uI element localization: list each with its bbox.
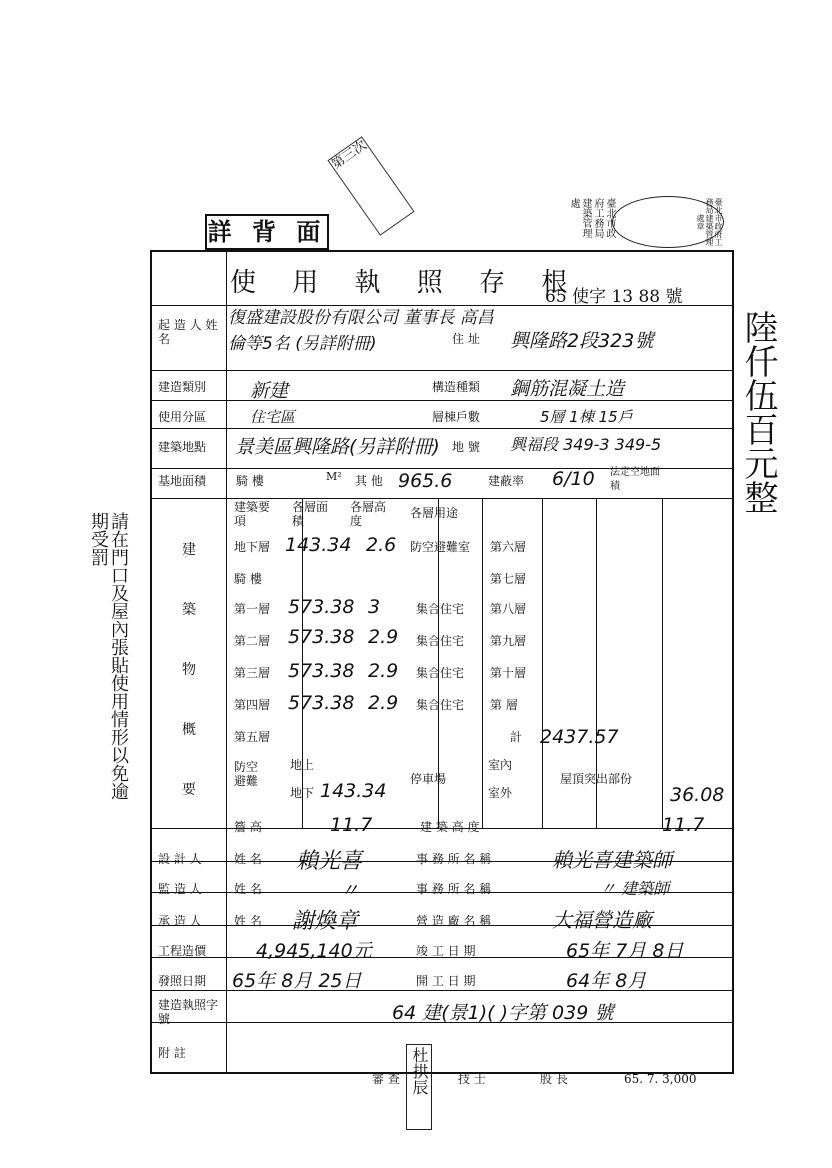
floor-area: 573.38 [288, 692, 355, 714]
zone-label: 使用分區 [158, 410, 207, 424]
floor-height: 2.9 [368, 692, 399, 714]
floor-label: 第五層 [234, 730, 271, 744]
floor-label: 第三層 [234, 666, 271, 680]
floor-use: 集合住宅 [416, 634, 465, 648]
address-value: 興隆路2段323號 [510, 330, 654, 352]
other-value: 965.6 [398, 470, 453, 492]
floor-label-right: 第九層 [490, 634, 527, 648]
arcade-label: 騎 樓 [236, 474, 264, 488]
floor-height: 3 [368, 596, 381, 618]
building-height-label: 建 築 高 度 [420, 820, 480, 834]
footer-code: 65. 7. 3,000 [624, 1072, 697, 1086]
name-label: 姓 名 [234, 852, 262, 866]
header-item: 建築要項 [234, 500, 271, 528]
lot-label: 地 號 [452, 440, 480, 454]
floor-area: 143.34 [285, 534, 352, 556]
floor-use: 防空避難室 [410, 540, 471, 554]
cost-label: 工程造價 [158, 944, 207, 958]
floor-height: 2.9 [368, 660, 399, 682]
building-height-value: 11.7 [662, 814, 705, 836]
office-label: 事 務 所 名 稱 [416, 852, 492, 866]
floor-label-right: 第六層 [490, 540, 527, 554]
floor-use: 集合住宅 [416, 602, 465, 616]
floor-area: 573.38 [288, 660, 355, 682]
parking-label: 停車場 [410, 772, 447, 786]
permit-number: 65 使字 13 88 號 [545, 287, 683, 307]
parking-in: 室內 [488, 758, 513, 772]
open-space-label: 法定空地面積 [610, 467, 660, 492]
floor-label-right: 第 層 [490, 698, 518, 712]
floor-label: 第二層 [234, 634, 271, 648]
zone-value: 住宅區 [250, 408, 296, 426]
notes-label: 附 註 [158, 1046, 186, 1060]
sign-label: 技 士 [458, 1072, 486, 1086]
floor-label: 地下層 [234, 540, 271, 554]
permit-ref-label: 建造執照字號 [158, 998, 219, 1026]
unit-m2: M² [326, 470, 342, 483]
name-label: 姓 名 [234, 914, 262, 928]
supervisor-name: 〃 [340, 880, 360, 902]
header-height: 各層高度 [350, 500, 387, 528]
issue-date-label: 發照日期 [158, 974, 207, 988]
total-value: 2437.57 [540, 726, 619, 748]
office-label: 事 務 所 名 稱 [416, 882, 492, 896]
roof-label: 屋頂突出部份 [560, 772, 633, 786]
inspector-signature: 杜拱辰 [406, 1044, 432, 1130]
left-margin-note: 請在門口及屋內張貼使用情形以免逾期受罰 [88, 512, 129, 800]
government-stamp: 臺北市政府工務局建築管理處 [568, 198, 615, 238]
designer-label: 設 計 人 [158, 852, 202, 866]
below-value: 143.34 [320, 780, 387, 802]
firm-label: 營 造 廠 名 稱 [416, 914, 492, 928]
above-label: 地上 [290, 758, 315, 772]
sign-label: 審 查 [372, 1072, 400, 1086]
category-label: 建造類別 [158, 380, 207, 394]
other-label: 其 他 [355, 474, 383, 488]
site-label: 建築地點 [158, 440, 207, 454]
contractor-firm: 大福營造廠 [552, 908, 652, 932]
designer-name: 賴光喜 [296, 849, 363, 874]
parking-out: 室外 [488, 786, 513, 800]
area-label: 基地面積 [158, 474, 207, 488]
right-margin-note: 陸仟伍百元整 [738, 310, 778, 514]
diagonal-stamp: 第三次 [327, 136, 414, 235]
oval-seal-stamp: 臺北市政府工務局建築管理處章 [612, 196, 724, 248]
completion-value: 65年 7月 8日 [566, 940, 684, 962]
floor-label-right: 第八層 [490, 602, 527, 616]
floors-label: 層棟戶數 [432, 410, 481, 424]
site-value: 景美區興隆路(另詳附冊) [235, 436, 440, 458]
floor-label-right: 第七層 [490, 572, 527, 586]
form-title: 使 用 執 照 存 根 [230, 268, 582, 298]
floor-label: 第四層 [234, 698, 271, 712]
floor-area: 573.38 [288, 626, 355, 648]
contractor-label: 承 造 人 [158, 914, 202, 928]
designer-office: 賴光喜建築師 [552, 848, 672, 872]
name-label: 姓 名 [234, 882, 262, 896]
structure-label: 構造種類 [432, 380, 481, 394]
builder-value: 復盛建設股份有限公司 董事長 高昌倫等5名 (另詳附冊) [228, 308, 494, 354]
address-label: 住 址 [452, 332, 480, 346]
cost-value: 4,945,140元 [256, 940, 372, 962]
lot-value: 興福段 349-3 349-5 [510, 435, 662, 454]
start-date-label: 開 工 日 期 [416, 974, 476, 988]
overview-side-label: 建 築 物 概 要 [182, 542, 196, 798]
floors-value: 5層 1棟 15戶 [540, 408, 633, 426]
issue-date-value: 65年 8月 25日 [232, 970, 362, 992]
eave-label: 簷 高 [234, 820, 262, 834]
floor-use: 集合住宅 [416, 666, 465, 680]
header-area: 各層面積 [292, 500, 329, 528]
floor-height: 2.6 [366, 534, 397, 556]
total-label: 計 [510, 730, 523, 744]
detailed-back-stamp: 詳 背 面 [205, 214, 329, 250]
floor-label-right: 第十層 [490, 666, 527, 680]
sign-label: 股 長 [540, 1072, 568, 1086]
eave-value: 11.7 [330, 814, 373, 836]
coverage-value: 6/10 [552, 468, 595, 490]
floor-label: 騎 樓 [234, 572, 262, 586]
coverage-label: 建蔽率 [488, 474, 525, 488]
header-use: 各層用途 [410, 506, 459, 520]
supervisor-office: 〃 建築師 [600, 879, 670, 898]
contractor-name: 謝煥章 [292, 909, 359, 934]
shelter-label: 防空避難 [234, 760, 259, 788]
structure-value: 鋼筋混凝土造 [510, 378, 625, 400]
start-date-value: 64年 8月 [566, 970, 647, 992]
builder-label: 起 造 人 姓 名 [158, 318, 218, 346]
supervisor-label: 監 造 人 [158, 882, 202, 896]
floor-use: 集合住宅 [416, 698, 465, 712]
floor-label: 第一層 [234, 602, 271, 616]
floor-height: 2.9 [368, 626, 399, 648]
floor-area: 573.38 [288, 596, 355, 618]
category-value: 新建 [250, 380, 289, 402]
below-label: 地下 [290, 786, 315, 800]
permit-ref-value: 64 建(景1)( )字第 039 號 [392, 1002, 614, 1024]
completion-label: 竣 工 日 期 [416, 944, 476, 958]
roof-value: 36.08 [670, 784, 725, 806]
